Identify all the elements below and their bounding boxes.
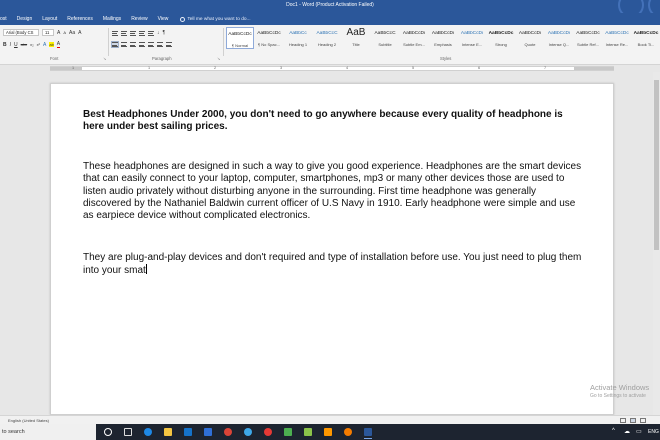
style-preview: AaB [346,27,366,38]
style-intense-q[interactable] [545,27,573,49]
ribbon-home [0,25,660,65]
highlight-button[interactable]: ab [49,42,54,47]
paragraph-row-2 [112,42,172,47]
cloud-icon[interactable]: ☁ [624,429,630,435]
style-subtitle[interactable] [371,27,399,49]
document-paragraph-2 [83,252,583,278]
group-label-font: Font [50,56,59,61]
style-name: ¶ No Spac... [258,42,280,47]
style-preview: AaBbCcDi [547,31,571,36]
paragraph-dialog-launcher-icon[interactable]: ↘ [217,56,221,61]
horizontal-ruler[interactable] [50,66,614,71]
ribbon-tabs [0,13,660,25]
browser-icon[interactable] [244,428,252,436]
style-name: Subtle Em... [403,42,425,47]
mail-icon[interactable] [204,428,212,436]
lightbulb-icon [180,17,185,22]
opera-icon[interactable] [264,428,272,436]
font-name-select[interactable]: Arial (Body CS [3,29,39,36]
store-icon[interactable] [184,428,192,436]
font-row-2 [3,41,60,48]
app-icon[interactable] [284,428,292,436]
print-layout-icon[interactable] [630,418,636,423]
style-preview: AaBbCc [289,31,307,36]
hidden-icons-chevron-icon[interactable]: ^ [612,428,615,434]
edge-icon[interactable] [144,428,152,436]
network-icon[interactable]: ▭ [636,429,642,435]
language-status[interactable]: English (United States) [8,418,49,423]
style-emphasis[interactable] [429,27,457,49]
style-normal[interactable] [226,27,254,49]
style-heading-2[interactable] [313,27,341,49]
style-preview: AaBbCcDc [605,31,629,36]
activate-windows-watermark [590,383,649,399]
style-preview: AaBbCcDc [228,32,252,37]
document-paragraph-1: These headphones are designed in such a way to give you good experience. Headphones are the smart devices that can easily connect to your laptop, computer, smartphones, mp3 or many other devices those are used to listen audio privately without disturbing anyone in the surrounding. First time headphone was generally discovered by the Nathaniel Baldwin current officer of U.S Navy in 1910. Early headphone were simple and use as earpiece device without complicated electronics. [83,161,582,222]
style-name: Book Ti... [637,42,655,47]
taskbar-search-text: to search [2,429,25,435]
style-title[interactable] [342,27,370,49]
scrollbar-thumb[interactable] [654,80,659,250]
ribbon-separator [108,28,109,56]
style-name: Strong [495,42,507,47]
ruler-right-margin [574,67,614,70]
tab-layout[interactable]: Layout [42,16,58,22]
justify-icon[interactable] [139,42,145,47]
shading-icon[interactable] [157,42,163,47]
taskbar-search-box[interactable] [0,424,96,440]
activate-windows-title: Activate Windows [590,383,650,392]
show-marks-button[interactable]: ¶ [162,30,166,36]
tab-design[interactable]: Design [16,16,33,22]
style-name: Title [352,42,360,47]
style-quote[interactable] [516,27,544,49]
app-icon[interactable] [344,428,352,436]
decrease-indent-icon[interactable] [139,31,145,36]
ruler-left-margin [50,67,82,70]
tab-insert[interactable]: ost [0,16,7,22]
align-left-icon[interactable] [112,42,118,47]
group-label-paragraph: Paragraph [152,56,172,61]
window-title: Doc1 - Word (Product Activation Failed) [286,2,374,8]
activate-windows-subtitle: Go to Settings to activate [590,393,646,399]
shrink-font-button[interactable]: A [63,30,67,35]
text-cursor [146,264,147,274]
group-label-styles: Styles [440,56,452,61]
paragraph-row-1 [112,30,165,36]
title-bar [0,0,660,13]
style-name: Quote [524,42,536,47]
style-name: Heading 2 [317,42,337,47]
tell-me-text: Tell me what you want to do... [187,16,251,22]
style-preview: AaBbCcC [374,31,396,36]
font-color-button[interactable]: A [56,41,61,47]
style-intense-re[interactable] [603,27,631,49]
ruler-number: 7 [544,66,547,70]
style-no-spac[interactable] [255,27,283,49]
clear-formatting-button[interactable]: A [78,29,82,36]
style-preview: AaBbCcDc [488,31,514,36]
style-preview: AaBbCcDi [431,31,455,36]
vlc-icon[interactable] [324,428,332,436]
ruler-number: 1 [72,66,75,70]
tell-me-box[interactable] [180,17,250,22]
word-icon[interactable] [364,428,372,436]
ruler-number: 2 [214,66,217,70]
bullets-icon[interactable] [112,31,118,36]
chrome-icon[interactable] [224,428,232,436]
style-name: Subtitle [378,42,392,47]
line-spacing-icon[interactable] [148,42,154,47]
borders-icon[interactable] [166,42,172,47]
font-size-select[interactable]: 11 [42,29,54,36]
style-name: Heading 1 [288,42,308,47]
numbering-icon[interactable] [121,31,127,36]
style-name: Emphasis [434,42,452,47]
style-name: Intense E... [461,42,483,47]
style-preview: AaBbCcDi [402,31,426,36]
tab-mailings[interactable]: Mailings [102,16,122,22]
cortana-icon[interactable] [104,428,112,436]
underline-button[interactable]: U [14,41,18,48]
style-heading-1[interactable] [284,27,312,49]
tab-review[interactable]: Review [131,16,148,22]
grow-font-button[interactable]: A [57,29,61,36]
document-heading: Best Headphones Under 2000, you don't need to go anywhere because every quality of headphone is here under best sailing prices. [83,109,563,133]
style-preview: AaBbCcC [316,31,338,36]
taskbar [0,424,660,440]
ruler-number: 6 [478,66,481,70]
text-effects-button[interactable]: A [43,41,47,48]
bold-button[interactable]: B [3,41,7,48]
increase-indent-icon[interactable] [148,31,154,36]
style-name: Intense Re... [605,42,629,47]
strikethrough-button[interactable]: abc [20,42,28,47]
style-name: Subtle Ref... [576,42,599,47]
style-preview: AaBbCcDc [633,31,659,36]
align-center-icon[interactable] [121,42,127,47]
document-paragraph-2-text: They are plug-and-play devices and don't required and type of installation before use. You just need to plug them into your smat [83,252,582,277]
vertical-scrollbar[interactable] [653,72,660,415]
file-explorer-icon[interactable] [164,428,172,436]
styles-gallery [226,27,660,57]
tab-references[interactable]: References [67,16,93,22]
task-view-icon[interactable] [124,428,132,436]
multilevel-list-icon[interactable] [130,31,136,36]
sort-button[interactable]: ↓ [157,30,160,36]
subscript-button[interactable]: x₂ [30,42,34,47]
style-book-ti[interactable] [632,27,660,49]
font-dialog-launcher-icon[interactable]: ↘ [103,56,107,61]
change-case-button[interactable]: Aa [69,29,76,36]
style-preview: AaBbCcDi [518,31,542,36]
status-bar [0,415,660,424]
tab-view[interactable]: View [157,16,169,22]
style-subtle-ref[interactable] [574,27,602,49]
read-mode-icon[interactable] [620,418,626,423]
document-page[interactable] [50,83,614,415]
app-icon[interactable] [304,428,312,436]
web-layout-icon[interactable] [640,418,646,423]
ribbon-separator [223,28,224,56]
style-name: Intense Q... [548,42,570,47]
style-subtle-em[interactable] [400,27,428,49]
align-right-icon[interactable] [130,42,136,47]
italic-button[interactable]: I [9,41,12,48]
ruler-number: 3 [280,66,283,70]
font-row-1 [3,29,81,36]
ruler-number: 1 [148,66,151,70]
ruler-bar [0,65,660,72]
superscript-button[interactable]: x² [36,42,40,47]
language-indicator[interactable]: ENG [648,429,659,435]
style-intense-e[interactable] [458,27,486,49]
style-strong[interactable] [487,27,515,49]
style-name: ¶ Normal [231,43,249,48]
ruler-number: 5 [412,66,415,70]
style-preview: AaBbCcDc [576,31,600,36]
ruler-number: 4 [346,66,349,70]
style-preview: AaBbCcDi [460,31,484,36]
style-preview: AaBbCcDc [257,31,281,36]
